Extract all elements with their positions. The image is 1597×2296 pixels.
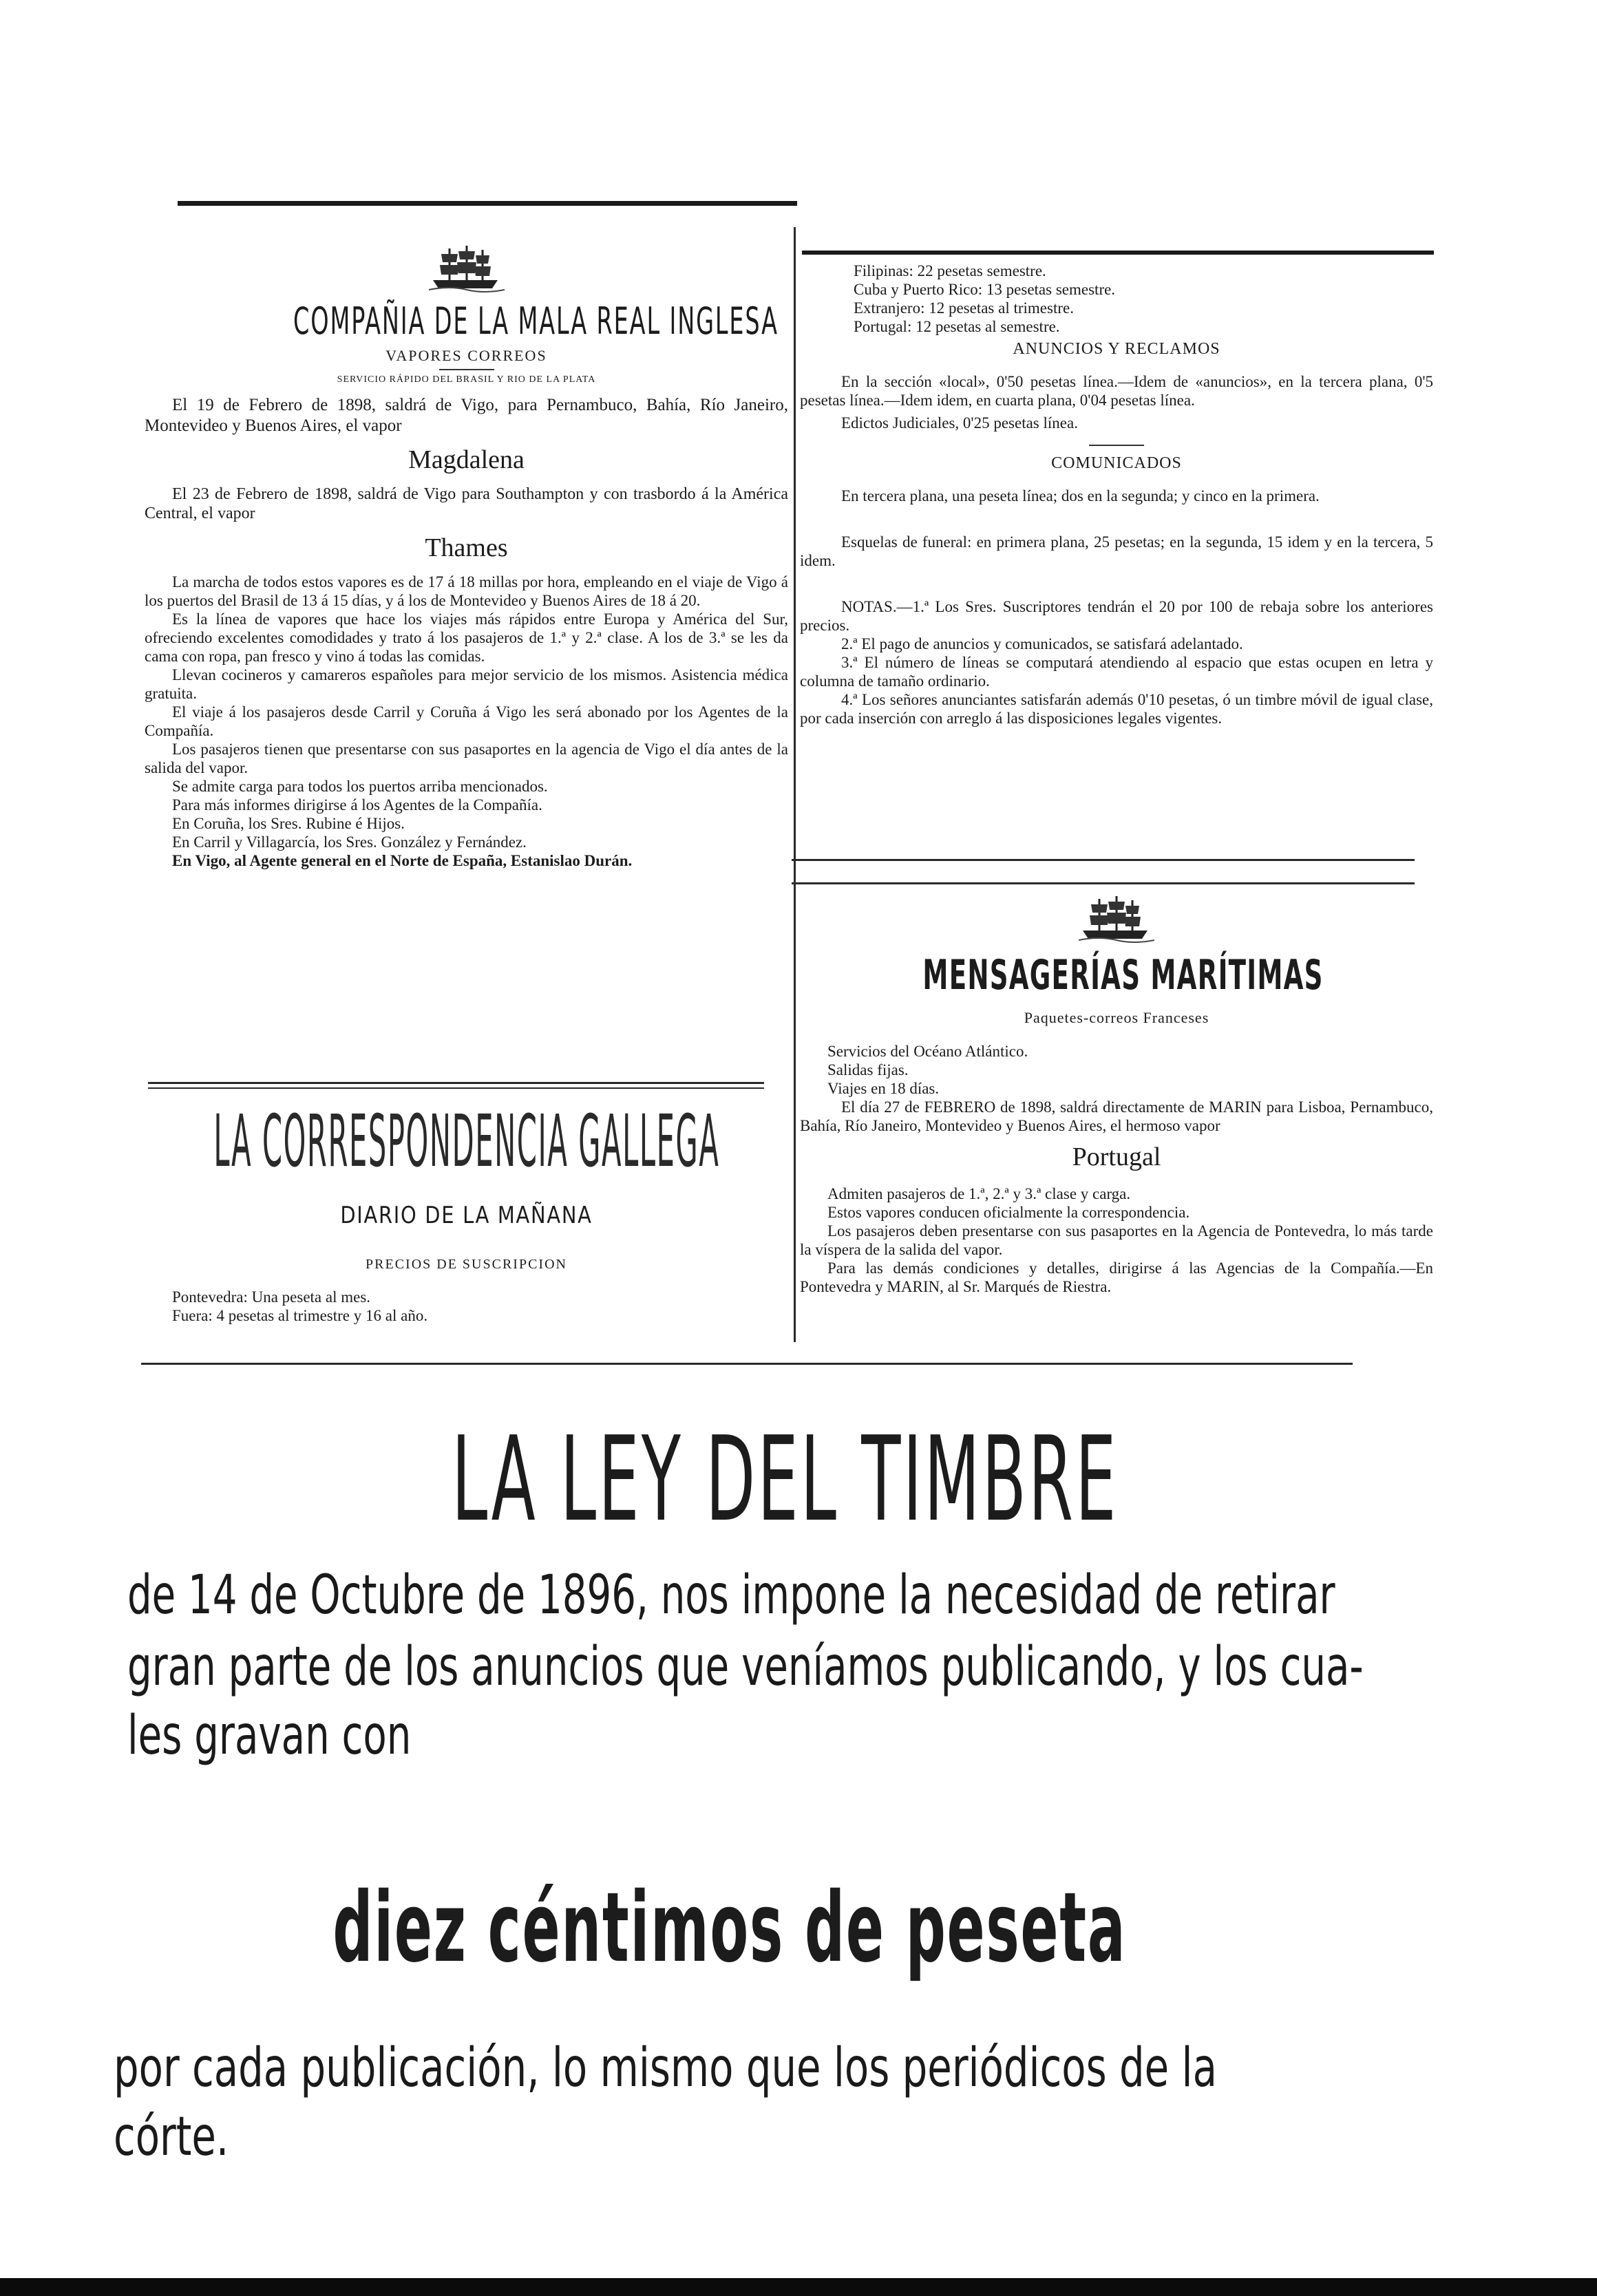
ship-icon [429, 244, 505, 294]
subscription-rates [800, 262, 1433, 727]
top-rule-right [802, 251, 1434, 255]
divider [1089, 445, 1144, 446]
notice-emphasis-wrap [0, 1873, 1597, 1984]
edictos-text: Edictos Judiciales, 0'25 pesetas línea. [841, 414, 1078, 432]
mensagerias-detail: Los pasajeros deben presentarse con sus pasaportes en la Agencia de Pontevedra, lo más tarde la víspera de la salida del vapor. [800, 1222, 1433, 1258]
notice-line-3: les gravan con [127, 1705, 412, 1767]
mala-real-departure-2: El 23 de Febrero de 1898, saldrá de Vigo para Southampton y con trasbordo á la América Central, el vapor [145, 485, 788, 522]
mensagerias-detail: Para las demás condiciones y detalles, dirigirse á las Agencias de la Compañía.—En Pontevedra y MARIN, al Sr. Marqués de Riestra. [800, 1259, 1433, 1295]
rate-line: Filipinas: 22 pesetas semestre. [854, 262, 1046, 279]
price-pontevedra: Pontevedra: Una peseta al mes. [172, 1288, 371, 1306]
mala-real-line: En Coruña, los Sres. Rubine é Hijos. [172, 815, 405, 832]
rule [792, 882, 1415, 884]
nota-line: 2.ª El pago de anuncios y comunicados, se satisfará adelantado. [841, 635, 1243, 652]
mensagerias-ad [800, 895, 1433, 1296]
mala-real-departure-1: El 19 de Febrero de 1898, saldrá de Vigo, para Pernambuco, Bahía, Río Janeiro, Montevideo y Buenos Aires, el vapor [145, 396, 788, 435]
rate-line: Extranjero: 12 pesetas al trimestre. [854, 299, 1074, 317]
ship-name-magdalena: Magdalena [408, 445, 525, 474]
mensagerias-line: Viajes en 18 días. [827, 1080, 940, 1097]
mensagerias-detail: Admiten pasajeros de 1.ª, 2.ª y 3.ª clase y carga. [827, 1185, 1131, 1202]
mala-real-line: En Carril y Villagarcía, los Sres. González y Fernández. [172, 833, 527, 851]
mensagerias-title: MENSAGERÍAS MARÍTIMAS [922, 951, 1324, 999]
notice-line-4: por cada publicación, lo mismo que los periódicos de la [114, 2037, 1217, 2099]
nota-line: NOTAS.—1.ª Los Sres. Suscriptores tendrán el 20 por 100 de rebaja sobre los anteriores precios. [800, 598, 1433, 634]
mensagerias-subtitle: Paquetes-correos Franceses [1024, 1009, 1209, 1026]
mala-real-ad [145, 244, 788, 870]
nota-line: 3.ª El número de líneas se computará atendiendo al espacio que estas ocupen en letra y columna de tamaño ordinario. [800, 654, 1433, 690]
mensagerias-line: Salidas fijas. [827, 1061, 909, 1078]
rule [792, 859, 1415, 861]
scan-edge-bar [0, 2278, 1597, 2296]
rate-line: Portugal: 12 pesetas al semestre. [854, 318, 1060, 335]
mala-real-line: Se admite carga para todos los puertos arriba mencionados. [172, 778, 548, 795]
mala-real-service: SERVICIO RÁPIDO DEL BRASIL Y RIO DE LA PLATA [337, 374, 596, 385]
esquelas-text: Esquelas de funeral: en primera plana, 25 pesetas; en la segunda, 15 idem y en la tercera, 5 idem. [800, 533, 1433, 569]
comunicados-heading: COMUNICADOS [1051, 454, 1182, 472]
rule [148, 1087, 764, 1089]
ship-name-portugal: Portugal [1072, 1142, 1161, 1171]
mala-real-line: Para más informes dirigirse á los Agentes de la Compañía. [172, 796, 542, 814]
anuncios-heading: ANUNCIOS Y RECLAMOS [1013, 340, 1220, 358]
notice-headline-wrap [0, 1412, 1597, 1548]
rule [148, 1082, 764, 1084]
mala-real-line: La marcha de todos estos vapores es de 17 á 18 millas por hora, empleando en el viaje de Vigo á los puertos del Brasil de 13 á 15 días, y á los de Montevideo y Buenos Aires de 18 á 20. [145, 573, 788, 609]
mala-real-line: Los pasajeros tienen que presentarse con sus pasaportes en la agencia de Vigo el día antes de la salida del vapor. [145, 741, 788, 776]
mala-real-agent: En Vigo, al Agente general en el Norte de España, Estanislao Durán. [172, 852, 633, 869]
mensagerias-line: Servicios del Océano Atlántico. [827, 1043, 1028, 1060]
mala-real-subtitle: VAPORES CORREOS [385, 347, 547, 364]
notice-emphasis: diez céntimos de peseta [332, 1872, 1127, 1984]
mensagerias-detail: Estos vapores conducen oficialmente la correspondencia. [827, 1204, 1190, 1221]
rule [141, 1363, 1353, 1365]
mala-real-title: COMPAÑIA DE LA MALA REAL INGLESA [293, 299, 779, 343]
column-divider [794, 227, 796, 1342]
correspondencia-title: LA CORRESPONDENCIA GALLEGA [213, 1100, 720, 1182]
comunicados-text: En tercera plana, una peseta línea; dos en la segunda; y cinco en la primera. [841, 487, 1320, 504]
ship-name-thames: Thames [425, 533, 508, 562]
notice-line-5: córte. [114, 2106, 229, 2168]
ship-icon [1079, 895, 1154, 944]
mala-real-line: Llevan cocineros y camareros españoles para mejor servicio de los mismos. Asistencia médica gratuita. [145, 666, 788, 702]
divider [439, 369, 494, 370]
top-rule-left [178, 201, 797, 206]
rate-line: Cuba y Puerto Rico: 13 pesetas semestre. [854, 281, 1116, 298]
notice-line-1: de 14 de Octubre de 1896, nos impone la necesidad de retirar [127, 1564, 1335, 1626]
price-fuera: Fuera: 4 pesetas al trimestre y 16 al año. [172, 1307, 428, 1324]
correspondencia-ad [145, 1100, 788, 1325]
notice-headline: LA LEY DEL TIMBRE [451, 1412, 1119, 1548]
nota-line: 4.ª Los señores anunciantes satisfarán además 0'10 pesetas, ó un timbre móvil de igual clase, por cada inserción con arreglo á las disposiciones legales vigentes. [800, 691, 1433, 727]
mensagerias-departure: El día 27 de FEBRERO de 1898, saldrá directamente de MARIN para Lisboa, Pernambuco, Bahía, Río Janeiro, Montevideo y Buenos Aires, el hermoso vapor [800, 1098, 1433, 1134]
correspondencia-subtitle: DIARIO DE LA MAÑANA [340, 1202, 593, 1229]
prices-heading: PRECIOS DE SUSCRIPCION [366, 1257, 567, 1272]
mala-real-line: El viaje á los pasajeros desde Carril y Coruña á Vigo les será abonado por los Agentes de la Compañía. [145, 703, 788, 739]
mala-real-line: Es la línea de vapores que hace los viajes más rápidos entre Europa y América del Sur, ofreciendo excelentes comodidades y trato á los pasajeros de 1.ª y 2.ª clase. A los de 3.ª se les da cama con ropa, pan fresco y vino á todas las comidas. [145, 610, 788, 665]
anuncios-text: En la sección «local», 0'50 pesetas línea.—Idem de «anuncios», en la tercera plana, 0'5 pesetas línea.—Idem idem, en cuarta plana, 0'04 pesetas línea. [800, 373, 1433, 409]
notice-line-2: gran parte de los anuncios que veníamos publicando, y los cua- [127, 1636, 1364, 1698]
